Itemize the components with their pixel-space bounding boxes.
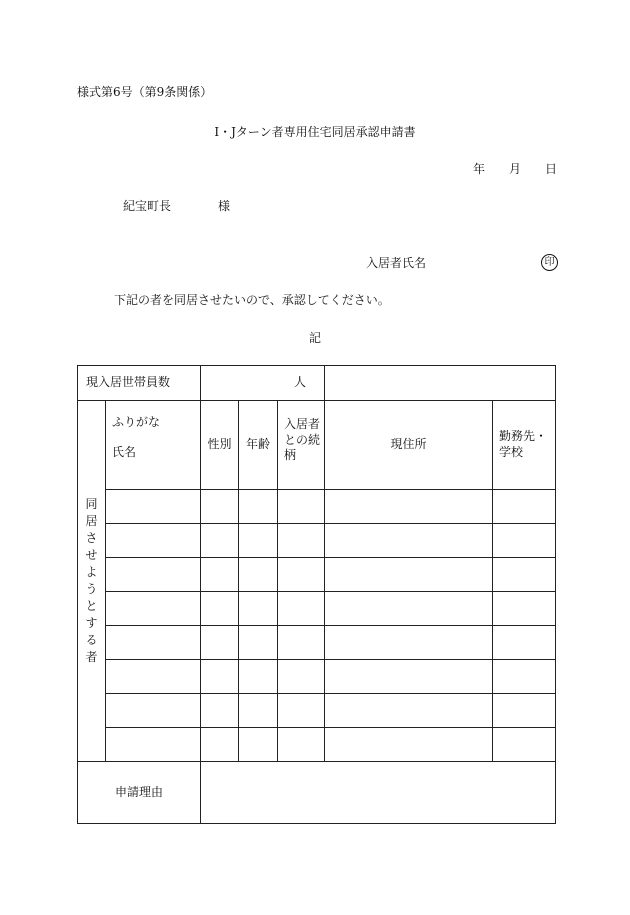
header-workplace bbox=[493, 401, 556, 490]
header-row bbox=[78, 401, 556, 490]
name-field[interactable] bbox=[106, 728, 201, 762]
name-field[interactable] bbox=[106, 524, 201, 558]
relation-field[interactable] bbox=[278, 558, 325, 592]
address-field[interactable] bbox=[325, 728, 493, 762]
request-sentence: 下記の者を同居させたいので、承認してください。 bbox=[114, 293, 390, 307]
table-row bbox=[78, 728, 556, 762]
reason-field[interactable] bbox=[201, 762, 556, 824]
header-relation-line-3: 柄 bbox=[284, 448, 297, 463]
household-unit: 人 bbox=[294, 375, 307, 390]
address-field[interactable] bbox=[325, 592, 493, 626]
address-field[interactable] bbox=[325, 626, 493, 660]
table-row bbox=[78, 660, 556, 694]
relation-field[interactable] bbox=[278, 490, 325, 524]
ki-mark: 記 bbox=[308, 331, 321, 345]
sex-field[interactable] bbox=[201, 592, 239, 626]
age-field[interactable] bbox=[239, 524, 278, 558]
sex-field[interactable] bbox=[201, 728, 239, 762]
name-field[interactable] bbox=[106, 558, 201, 592]
relation-field[interactable] bbox=[278, 694, 325, 728]
header-workplace-line-2: 学校 bbox=[499, 445, 524, 459]
header-relation-line-2: との続 bbox=[284, 432, 321, 447]
header-relation-line-1: 入居者 bbox=[284, 417, 321, 431]
header-age: 年齢 bbox=[239, 401, 278, 490]
name-field[interactable] bbox=[106, 694, 201, 728]
relation-field[interactable] bbox=[278, 626, 325, 660]
table-row bbox=[78, 558, 556, 592]
age-field[interactable] bbox=[239, 558, 278, 592]
header-furigana: ふりがな bbox=[112, 415, 161, 429]
header-address: 現住所 bbox=[325, 401, 493, 490]
table-row bbox=[78, 592, 556, 626]
cohabitant-vertical-label: 同居させようとする者 bbox=[85, 497, 98, 664]
name-field[interactable] bbox=[106, 490, 201, 524]
address-field[interactable] bbox=[325, 490, 493, 524]
applicant-name-label: 入居者氏名 bbox=[366, 256, 427, 270]
relation-field[interactable] bbox=[278, 524, 325, 558]
workplace-field[interactable] bbox=[493, 660, 556, 694]
sex-field[interactable] bbox=[201, 660, 239, 694]
age-field[interactable] bbox=[239, 592, 278, 626]
address-field[interactable] bbox=[325, 558, 493, 592]
header-relation bbox=[278, 401, 325, 490]
relation-field[interactable] bbox=[278, 660, 325, 694]
age-field[interactable] bbox=[239, 660, 278, 694]
address-field[interactable] bbox=[325, 694, 493, 728]
sex-field[interactable] bbox=[201, 626, 239, 660]
cohabitation-table bbox=[77, 365, 556, 824]
header-sex: 性別 bbox=[201, 401, 239, 490]
name-field[interactable] bbox=[106, 626, 201, 660]
age-field[interactable] bbox=[239, 728, 278, 762]
workplace-field[interactable] bbox=[493, 592, 556, 626]
table-row bbox=[78, 694, 556, 728]
workplace-field[interactable] bbox=[493, 490, 556, 524]
header-name: 氏名 bbox=[112, 444, 137, 459]
age-field[interactable] bbox=[239, 490, 278, 524]
household-row bbox=[78, 366, 556, 401]
date-day-label: 日 bbox=[545, 162, 558, 176]
relation-field[interactable] bbox=[278, 592, 325, 626]
relation-field[interactable] bbox=[278, 728, 325, 762]
address-field[interactable] bbox=[325, 524, 493, 558]
household-count-label: 現入居世帯員数 bbox=[78, 366, 201, 401]
household-count-field[interactable] bbox=[201, 366, 325, 401]
workplace-field[interactable] bbox=[493, 728, 556, 762]
form-number: 様式第6号（第9条関係） bbox=[77, 85, 213, 99]
age-field[interactable] bbox=[239, 626, 278, 660]
name-field[interactable] bbox=[106, 660, 201, 694]
cohabitant-vertical-label-cell bbox=[78, 401, 106, 762]
workplace-field[interactable] bbox=[493, 626, 556, 660]
household-extra-field[interactable] bbox=[325, 366, 556, 401]
date-year-label: 年 bbox=[473, 162, 486, 176]
workplace-field[interactable] bbox=[493, 694, 556, 728]
seal-mark: 印 bbox=[541, 254, 558, 271]
sex-field[interactable] bbox=[201, 694, 239, 728]
sex-field[interactable] bbox=[201, 524, 239, 558]
date-month-label: 月 bbox=[509, 162, 522, 176]
addressee-name: 紀宝町長 bbox=[123, 199, 172, 213]
reason-label: 申請理由 bbox=[78, 762, 201, 824]
table-row bbox=[78, 626, 556, 660]
name-field[interactable] bbox=[106, 592, 201, 626]
addressee-honorific: 様 bbox=[218, 199, 231, 213]
reason-row bbox=[78, 762, 556, 824]
header-workplace-line-1: 勤務先・ bbox=[499, 429, 548, 444]
header-furigana-name bbox=[106, 401, 201, 490]
workplace-field[interactable] bbox=[493, 558, 556, 592]
table-row bbox=[78, 524, 556, 558]
table-row bbox=[78, 490, 556, 524]
document-title: I・Jターン者専用住宅同居承認申請書 bbox=[214, 125, 416, 139]
workplace-field[interactable] bbox=[493, 524, 556, 558]
sex-field[interactable] bbox=[201, 490, 239, 524]
address-field[interactable] bbox=[325, 660, 493, 694]
sex-field[interactable] bbox=[201, 558, 239, 592]
age-field[interactable] bbox=[239, 694, 278, 728]
